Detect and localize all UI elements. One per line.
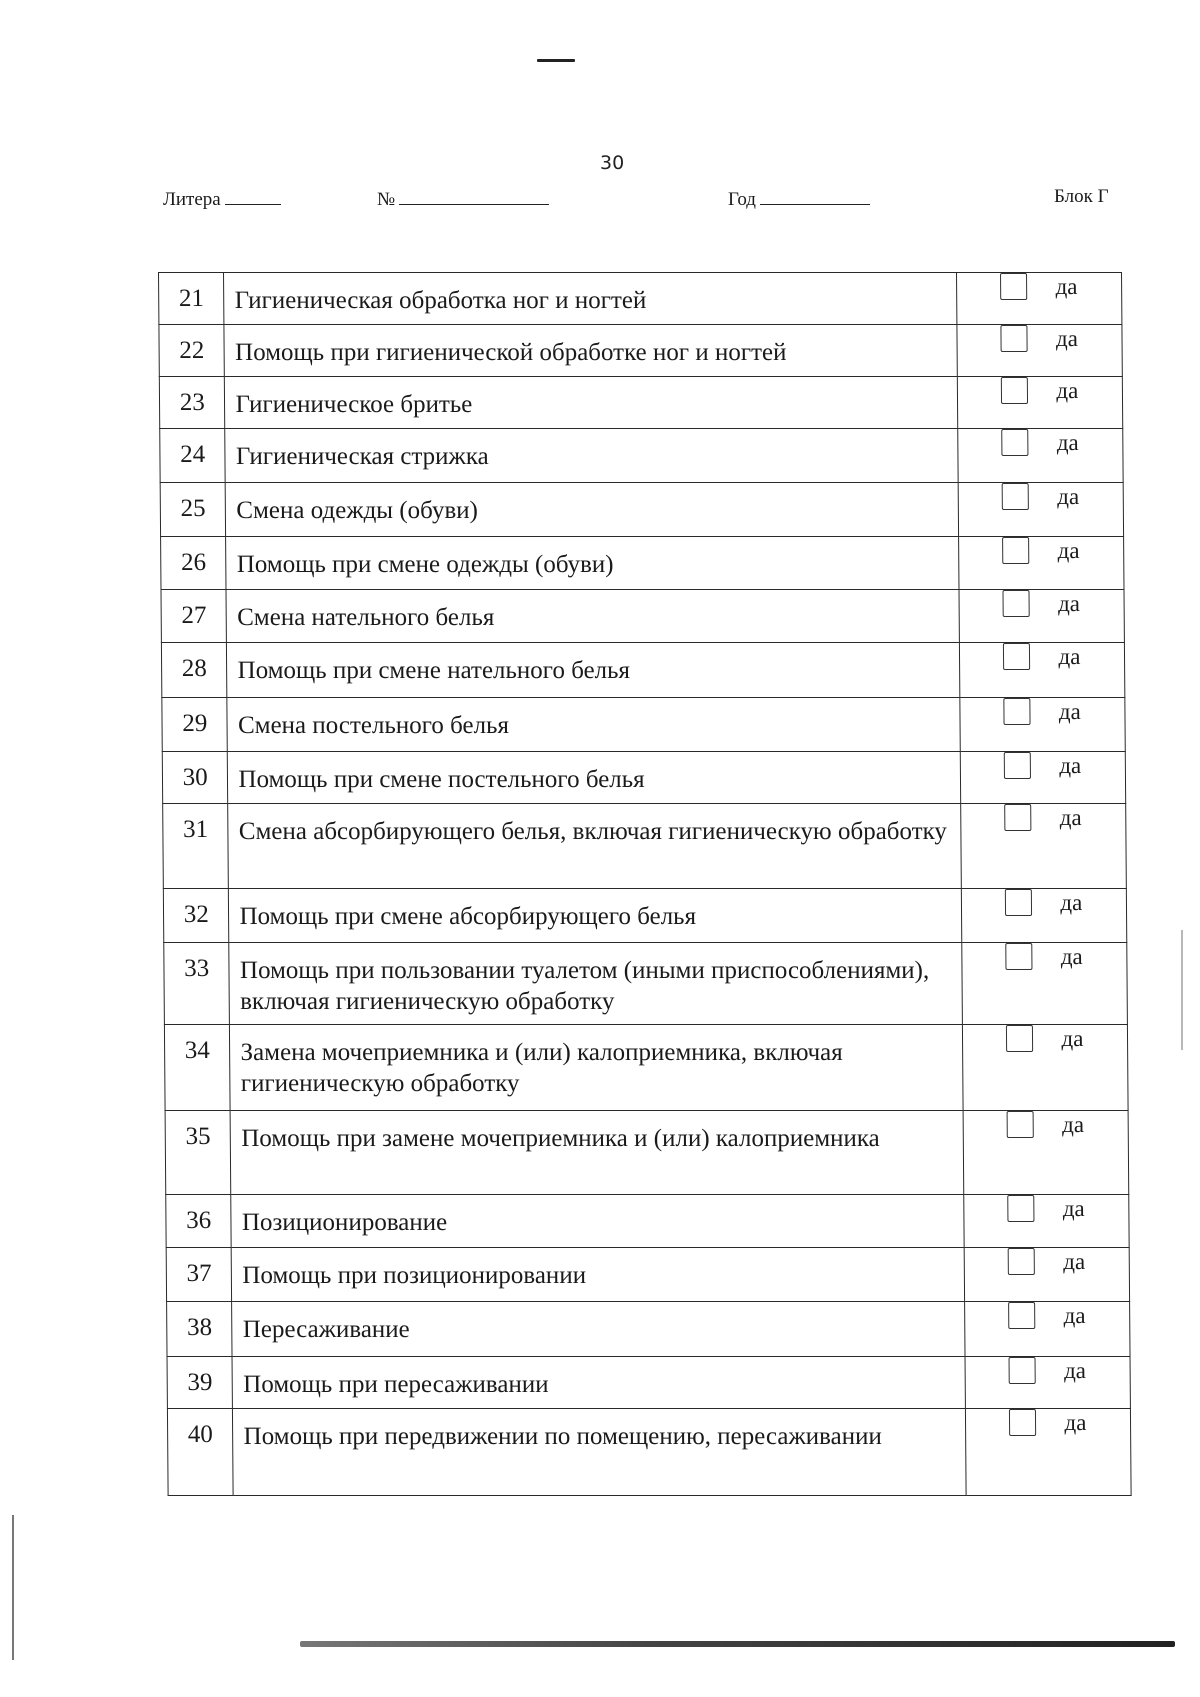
- row-number: 39: [167, 1357, 233, 1409]
- row-number: 37: [166, 1248, 232, 1302]
- checkbox-label: да: [1060, 889, 1083, 915]
- table-row: [167, 1302, 1130, 1357]
- checkbox-label: да: [1063, 1357, 1087, 1383]
- table-row: [160, 483, 1123, 537]
- row-text: Позиционирование: [231, 1195, 964, 1248]
- row-number: 22: [159, 325, 225, 377]
- row-number: 26: [161, 537, 227, 590]
- checkbox-label: да: [1063, 1248, 1086, 1274]
- row-option: [960, 698, 1126, 752]
- checkbox[interactable]: [1005, 804, 1032, 831]
- checkbox-label: да: [1056, 429, 1079, 455]
- block-label: Блок Г: [1054, 186, 1109, 207]
- row-option: [957, 377, 1123, 429]
- row-number: 23: [159, 377, 225, 429]
- row-option: [956, 273, 1122, 325]
- row-text: Гигиеническая обработка ног и ногтей: [224, 273, 957, 325]
- row-text: Смена нательного белья: [226, 590, 959, 643]
- row-number: 40: [167, 1409, 233, 1496]
- row-number: 38: [167, 1302, 233, 1357]
- row-option: [963, 1111, 1129, 1195]
- checkbox[interactable]: [1009, 1357, 1036, 1384]
- litera-blank[interactable]: [225, 186, 281, 205]
- checkbox-label: да: [1056, 377, 1079, 403]
- row-text: Помощь при пересаживании: [232, 1357, 965, 1409]
- table-row: [162, 752, 1125, 804]
- row-option: [958, 483, 1124, 537]
- row-option: [959, 643, 1125, 698]
- row-text: Смена абсорбирующего белья, включая гигиеническую обработку: [228, 804, 961, 889]
- row-text: Гигиеническая стрижка: [225, 429, 958, 483]
- row-text: Помощь при гигиенической обработке ног и ногтей: [224, 325, 957, 377]
- row-option: [958, 429, 1124, 483]
- checkbox-label: да: [1059, 752, 1082, 778]
- table-row: [164, 943, 1128, 1025]
- checkbox[interactable]: [1003, 643, 1030, 670]
- number-label: №: [377, 189, 396, 210]
- row-number: 35: [165, 1111, 231, 1195]
- table-row: [159, 273, 1122, 325]
- scan-bottom-edge: [300, 1641, 1175, 1647]
- checkbox-label: да: [1059, 804, 1082, 830]
- row-number: 28: [161, 643, 227, 698]
- table-row: [161, 643, 1124, 698]
- row-text: Помощь при смене одежды (обуви): [226, 537, 959, 590]
- table-row: [159, 377, 1122, 429]
- checkbox-label: да: [1057, 590, 1081, 616]
- row-number: 21: [159, 273, 225, 325]
- number-field: [377, 186, 549, 211]
- checkbox[interactable]: [1004, 698, 1031, 725]
- year-blank[interactable]: [760, 186, 870, 205]
- checkbox[interactable]: [1000, 273, 1027, 300]
- scan-artifact-line: [1181, 930, 1183, 1050]
- checkbox-label: да: [1062, 1195, 1085, 1221]
- row-text: Помощь при смене нательного белья: [227, 643, 960, 698]
- row-option: [960, 804, 1126, 889]
- table-row: [166, 1195, 1129, 1248]
- table-row: [167, 1409, 1131, 1496]
- checkbox[interactable]: [1003, 590, 1030, 617]
- checkbox-label: да: [1063, 1302, 1086, 1328]
- row-option: [964, 1248, 1130, 1302]
- table-row: [161, 537, 1124, 590]
- row-option: [962, 943, 1128, 1025]
- row-text: Замена мочеприемника и (или) калоприемника, включая гигиеническую обработку: [230, 1025, 963, 1111]
- row-text: Пересаживание: [232, 1302, 965, 1357]
- row-option: [959, 590, 1125, 643]
- checkbox[interactable]: [1009, 1409, 1036, 1436]
- checkbox[interactable]: [1009, 1302, 1036, 1329]
- year-label: Год: [728, 189, 756, 210]
- row-text: Помощь при смене постельного белья: [228, 752, 961, 804]
- row-text: Помощь при пользовании туалетом (иными приспособлениями), включая гигиеническую обработку: [229, 943, 962, 1025]
- row-number: 34: [164, 1025, 230, 1111]
- row-option: [965, 1409, 1131, 1496]
- row-text: Смена постельного белья: [227, 698, 960, 752]
- table-row: [167, 1357, 1130, 1409]
- row-text: Помощь при замене мочеприемника и (или) калоприемника: [231, 1111, 964, 1195]
- row-option: [960, 752, 1126, 804]
- top-dash-mark: [537, 59, 575, 62]
- assessment-table: [158, 272, 1132, 1496]
- year-field: [728, 186, 870, 211]
- checkbox[interactable]: [1001, 377, 1028, 404]
- checkbox[interactable]: [1004, 752, 1031, 779]
- row-text: Помощь при передвижении по помещению, пересаживании: [233, 1409, 966, 1496]
- checkbox[interactable]: [1002, 483, 1029, 510]
- row-number: 29: [162, 698, 228, 752]
- checkbox-label: да: [1057, 537, 1080, 563]
- row-number: 32: [163, 889, 229, 943]
- checkbox[interactable]: [1002, 429, 1029, 456]
- litera-field: [163, 186, 281, 211]
- row-option: [965, 1357, 1131, 1409]
- table-row: [161, 590, 1124, 643]
- checkbox-label: да: [1058, 643, 1081, 669]
- checkbox-label: да: [1064, 1409, 1087, 1435]
- row-option: [958, 537, 1124, 590]
- table-row: [163, 889, 1126, 943]
- row-number: 25: [160, 483, 226, 537]
- number-blank[interactable]: [399, 186, 549, 205]
- row-number: 36: [166, 1195, 232, 1248]
- checkbox[interactable]: [1008, 1195, 1035, 1222]
- page-number: 30: [600, 152, 625, 174]
- checkbox[interactable]: [1003, 537, 1030, 564]
- row-text: Гигиеническое бритье: [225, 377, 958, 429]
- row-number: 27: [161, 590, 227, 643]
- checkbox-label: да: [1057, 483, 1080, 509]
- row-option: [964, 1195, 1130, 1248]
- table-row: [163, 804, 1127, 889]
- table-row: [160, 429, 1123, 483]
- table-row: [162, 698, 1125, 752]
- checkbox-label: да: [1055, 325, 1078, 351]
- row-option: [964, 1302, 1130, 1357]
- row-text: Помощь при смене абсорбирующего белья: [229, 889, 962, 943]
- litera-label: Литера: [163, 189, 221, 210]
- table-row: [165, 1111, 1129, 1195]
- row-text: Смена одежды (обуви): [226, 483, 959, 537]
- checkbox[interactable]: [1001, 325, 1028, 352]
- row-option: [962, 1025, 1128, 1111]
- checkbox[interactable]: [1008, 1248, 1035, 1275]
- checkbox-label: да: [1055, 273, 1078, 299]
- checkbox[interactable]: [1006, 943, 1033, 970]
- row-option: [957, 325, 1123, 377]
- scan-artifact-line: [12, 1515, 14, 1660]
- checkbox[interactable]: [1005, 889, 1032, 916]
- row-text: Помощь при позиционировании: [232, 1248, 965, 1302]
- checkbox[interactable]: [1006, 1025, 1033, 1052]
- table-row: [164, 1025, 1128, 1111]
- row-number: 33: [164, 943, 230, 1025]
- row-number: 31: [163, 804, 229, 889]
- row-number: 30: [162, 752, 228, 804]
- row-number: 24: [160, 429, 226, 483]
- checkbox-label: да: [1061, 1025, 1084, 1051]
- table-row: [159, 325, 1122, 377]
- table-row: [166, 1248, 1129, 1302]
- checkbox-label: да: [1060, 943, 1083, 969]
- checkbox-label: да: [1062, 1111, 1085, 1137]
- row-option: [961, 889, 1127, 943]
- checkbox-label: да: [1058, 698, 1081, 724]
- checkbox[interactable]: [1007, 1111, 1034, 1138]
